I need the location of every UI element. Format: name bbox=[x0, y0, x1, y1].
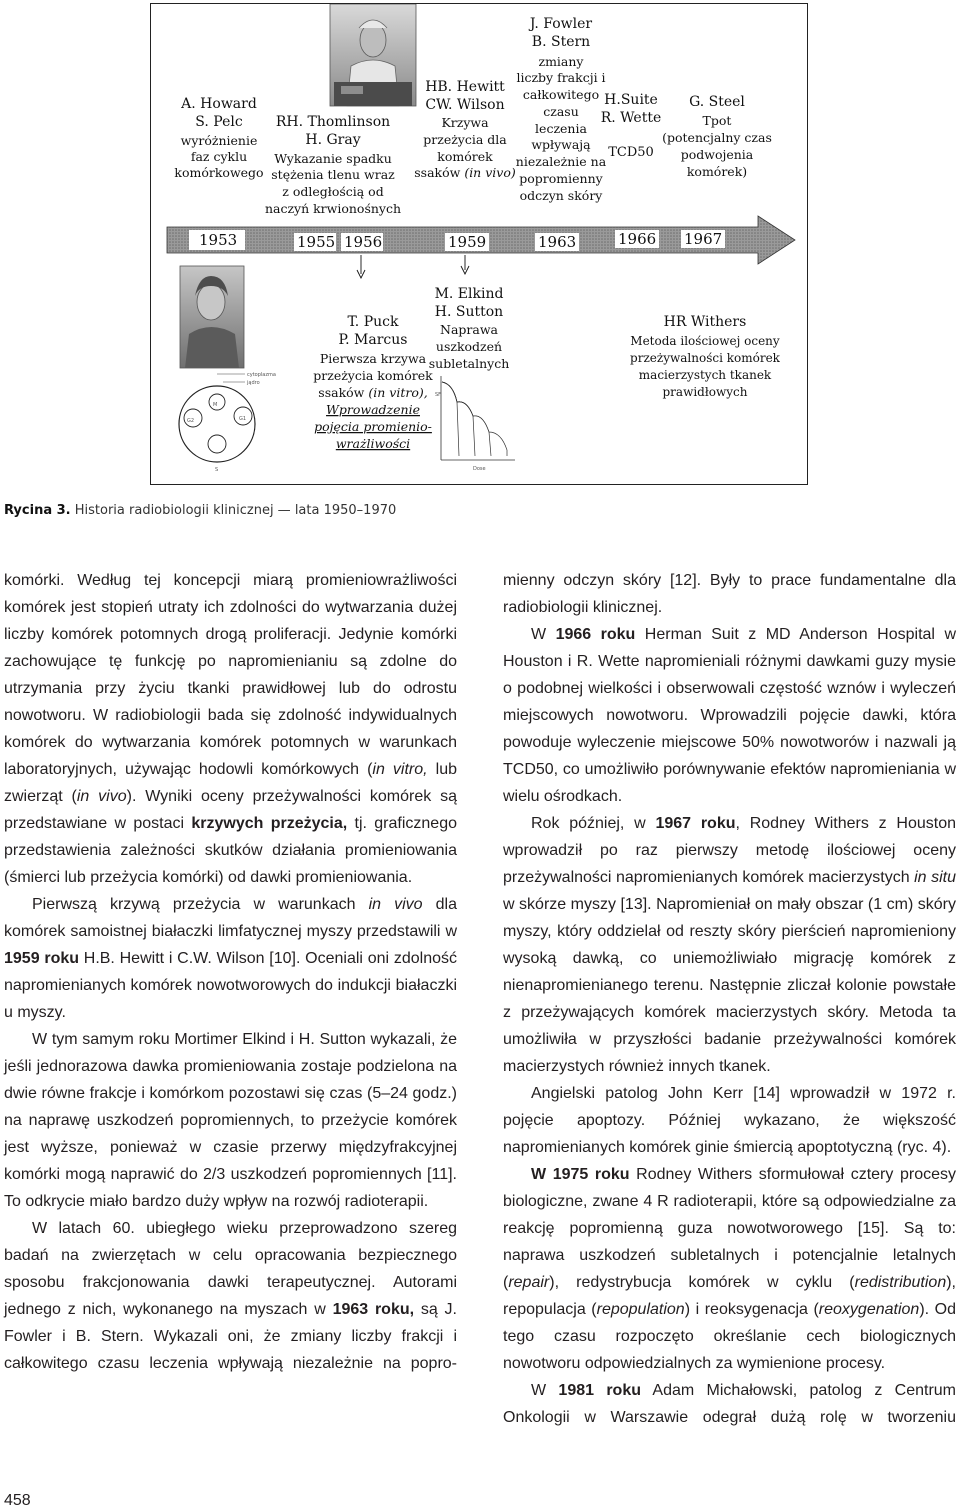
cycle-label-m: M bbox=[213, 402, 218, 408]
text-run: mienny odczyn skóry [12]. Były to prace fundamentalne dla radiobiologii klinicznej. bbox=[503, 572, 956, 616]
year-1955: 1955 bbox=[297, 233, 336, 251]
suite-name: H.Suite bbox=[604, 92, 658, 108]
italic-text: in vivo bbox=[76, 788, 127, 805]
wette-name: R. Wette bbox=[600, 110, 662, 126]
italic-text: in vitro, bbox=[372, 761, 428, 778]
paragraph bbox=[503, 621, 956, 810]
sutton-name: H. Sutton bbox=[434, 304, 504, 320]
text-run: W latach 60. ubiegłego wieku przeprowadzono szereg badań na zwierzętach w celu opracowania bezpiecznego sposobu frakcjonowania dawki terapeutycznej. Autorami jednego z nich, wykonanego na myszach w bbox=[4, 1220, 457, 1318]
thomlinson-desc-2: stężenia tlenu wraz bbox=[271, 167, 395, 182]
puck-desc-5: pojęcia promienio- bbox=[314, 419, 432, 434]
label-fowler-stern bbox=[516, 16, 607, 203]
photo-scientist-top bbox=[330, 4, 416, 106]
text-run: Herman Suit z MD Anderson Hospital w Houston i R. Wette napromieniali różnymi dawkami guzy mysie o podobnej wielkości i obserwowali częstość wznów i wyleczeń miejscowych nowotworu. Wprowadzili pojęcie dawki, która powoduje wyleczenie miejscowe 50% nowotworów i nazwali ją TCD50, co umożliwiło porównywanie efektów napromieniania w wielu ośrodkach. bbox=[503, 626, 956, 805]
text-run: W tym samym roku Mortimer Elkind i H. Sutton wykazali, że jeśli jednorazowa dawka promieniowania zostaje podzielona na dwie równe frakcje i komórkom pozostawi się czas (5–24 godz.) na naprawę uszkodzeń popromiennych, to przeżycie komórek jest wyższe, ponieważ w czasie przerwy międzyfrakcyjnej komórki mogą naprawić do 2/3 uszkodzeń popromiennych [11]. To odkrycie miało bardzo duży wpływ na rozwój radioterapii. bbox=[4, 1031, 457, 1210]
figure-timeline bbox=[150, 3, 808, 485]
fowler-desc-3: całkowitego bbox=[522, 87, 600, 102]
text-run: Pierwszą krzywą przeżycia w warunkach bbox=[32, 896, 369, 913]
thomlinson-desc-4: naczyń krwionośnych bbox=[264, 201, 402, 216]
fowler-desc-2: liczby frakcji i bbox=[516, 70, 606, 85]
text-run: są J. Fowler i B. Stern. Wykazali oni, że zmiany liczby frakcji i całkowitego czasu leczenia wpływają niezależnie na popro- bbox=[4, 1301, 457, 1372]
label-suite-wette bbox=[601, 92, 662, 160]
cell-cycle-diagram bbox=[179, 372, 276, 473]
text-run: komórki. Według tej koncepcji miarą promieniowrażliwości komórek jest stopień utraty ich zdolności do wytwarzania dużej liczby komórek potomnych drogą proliferacji. Jedynie komórki zachowujące tę funkcję po napromienianiu są zdolne do utrzymania przy życiu tkanki prawidłowej lub do odrostu nowotworu. W radiobiologii bada się zdolność indywidualnych komórek do wytwarzania komórek potomnych w warunkach laboratoryjnych, używając hodowli komórkowych ( bbox=[4, 572, 457, 778]
right-column bbox=[503, 567, 956, 1431]
steel-desc-1: Tpot bbox=[702, 113, 732, 128]
fowler-desc-6: wpływają bbox=[531, 137, 591, 152]
fowler-desc-4: czasu bbox=[543, 104, 579, 119]
puck-desc-3 bbox=[318, 385, 427, 400]
fowler-desc-8: popromienny bbox=[519, 171, 603, 186]
stern-name: B. Stern bbox=[531, 34, 591, 50]
italic-text: repair bbox=[508, 1274, 550, 1291]
elkind-desc-1: Naprawa bbox=[440, 322, 498, 337]
survival-curve-graph bbox=[435, 376, 515, 472]
text-run: ), repopulacja ( bbox=[503, 1274, 956, 1318]
fowler-desc-5: leczenia bbox=[535, 121, 587, 136]
italic-text: in vivo bbox=[368, 896, 423, 913]
gray-name: H. Gray bbox=[305, 132, 361, 148]
paragraph bbox=[503, 1080, 956, 1161]
year-1967: 1967 bbox=[684, 230, 723, 248]
pelc-name: S. Pelc bbox=[195, 114, 243, 130]
bold-text: W 1975 roku bbox=[531, 1166, 630, 1183]
caption-label: Rycina 3. bbox=[4, 503, 71, 518]
steel-desc-3: podwojenia bbox=[680, 147, 754, 162]
caption-text: Historia radiobiologii klinicznej — lata 1950–1970 bbox=[70, 503, 397, 518]
hewitt-desc-4a: ssaków bbox=[414, 165, 465, 180]
withers-desc-1: Metoda ilościowej oceny bbox=[630, 334, 780, 348]
bold-text: 1959 roku bbox=[4, 950, 80, 967]
text-run: dla komórek samoistnej białaczki limfatycznej myszy przedstawili w bbox=[4, 896, 458, 940]
italic-text: reoxygenation bbox=[818, 1301, 920, 1318]
italic-text: in situ bbox=[914, 869, 956, 886]
puck-desc-4: Wprowadzenie bbox=[326, 402, 420, 417]
howard-desc-1: wyróżnienie bbox=[180, 133, 258, 148]
cycle-label-cytoplasm: cytoplazma bbox=[247, 372, 276, 378]
paragraph bbox=[4, 1215, 457, 1377]
hewitt-name: HB. Hewitt bbox=[425, 79, 505, 95]
graph-y-label: SF bbox=[435, 392, 442, 398]
text-run: ), redystrybucja komórek w cyklu ( bbox=[549, 1274, 855, 1291]
puck-desc-3a: ssaków bbox=[318, 385, 369, 400]
paragraph bbox=[4, 1026, 457, 1215]
steel-desc-4: komórek) bbox=[686, 164, 748, 179]
year-1963: 1963 bbox=[538, 233, 577, 251]
fowler-desc-1: zmiany bbox=[538, 54, 584, 69]
paragraph bbox=[4, 567, 457, 891]
howard-desc-3: komórkowego bbox=[174, 165, 264, 180]
puck-desc-6: wrażliwości bbox=[335, 436, 411, 451]
cycle-label-g2: G2 bbox=[187, 418, 195, 424]
text-run: ). Od tego czasu rozpoczęto określanie cech biologicznych nowotworu odpowiedzialnych za wymienione procesy. bbox=[503, 1301, 956, 1372]
paragraph bbox=[503, 1161, 956, 1377]
text-run: w skórze myszy [13]. Napromieniał on mały obszar (1 cm) skóry myszy, który oddzielał od reszty skóry pierścień napromieniony wysoką dawką, co uniemożliwiało migrację komórek z nienapromienianego terenu. Następnie zliczał kolonie powstałe z przeżywających komórek macierzystych skóry. Metoda ta umożliwiła w przyszłości badanie przeżywalności komórek macierzystych również innych tkanek. bbox=[503, 896, 956, 1075]
bold-text: 1966 roku bbox=[555, 626, 636, 643]
label-withers bbox=[630, 314, 781, 399]
text-run: tj. graficznego przedstawienia zależności skutków działania promieniowania (śmierci lub przeżycia komórki) od dawki promieniowania. bbox=[4, 815, 457, 886]
bold-text: 1981 roku bbox=[558, 1382, 641, 1399]
text-run: Rok później, w bbox=[531, 815, 656, 832]
puck-name: T. Puck bbox=[347, 314, 399, 330]
paragraph bbox=[503, 810, 956, 1080]
puck-desc-1: Pierwsza krzywa bbox=[319, 351, 427, 366]
year-1966: 1966 bbox=[618, 230, 657, 248]
text-run: Adam Michałowski, patolog z Centrum Onkologii w Warszawie odegrał dużą rolę w tworzeniu bbox=[503, 1382, 957, 1426]
label-elkind-sutton bbox=[429, 286, 510, 371]
text-run: Rodney Withers sformułował cztery procesy biologiczne, zwane 4 R radioterapii, które są odpowiedzialne za reakcję popromienną guza nowotworowego [15]. Są to: naprawa uszkodzeń subletalnych i potencjalnie letalnych ( bbox=[503, 1166, 957, 1291]
cycle-label-g1: G1 bbox=[239, 416, 247, 422]
year-1953: 1953 bbox=[199, 231, 238, 249]
label-puck-marcus bbox=[313, 314, 433, 451]
label-howard-pelc bbox=[174, 96, 263, 180]
bold-text: krzywych przeżycia, bbox=[191, 815, 348, 832]
text-run: ). Wyniki oceny przeżywalności komórek są przedstawiane w postaci bbox=[4, 788, 457, 832]
bold-text: 1963 roku, bbox=[332, 1301, 415, 1318]
text-run: W bbox=[531, 1382, 559, 1399]
wilson-name: CW. Wilson bbox=[425, 97, 505, 113]
marcus-name: P. Marcus bbox=[338, 332, 408, 348]
graph-x-label: Dose bbox=[473, 466, 486, 472]
timeline-arrow bbox=[167, 216, 795, 264]
hewitt-desc-2: przeżycia dla bbox=[423, 132, 507, 147]
year-1956: 1956 bbox=[344, 233, 383, 251]
text-run: , Rodney Withers z Houston wprowadził po raz pierwszy metodę ilościowej oceny przeżywalności napromienianych komórek macierzystych bbox=[503, 815, 956, 886]
steel-desc-2: (potencjalny czas bbox=[662, 130, 772, 145]
hewitt-desc-4 bbox=[414, 165, 516, 180]
withers-desc-4: prawidłowych bbox=[662, 385, 748, 399]
fowler-name: J. Fowler bbox=[529, 16, 593, 32]
figure-caption bbox=[4, 503, 396, 518]
text-run: ) i reoksygenacja ( bbox=[684, 1301, 819, 1318]
hewitt-desc-3: komórek bbox=[437, 149, 493, 164]
thomlinson-desc-1: Wykazanie spadku bbox=[274, 151, 392, 166]
year-1959: 1959 bbox=[448, 233, 487, 251]
withers-name: HR Withers bbox=[663, 314, 747, 330]
cycle-label-nucleus: jądro bbox=[247, 380, 260, 386]
thomlinson-desc-3: z odległością od bbox=[282, 184, 384, 199]
paragraph bbox=[4, 891, 457, 1026]
howard-name: A. Howard bbox=[181, 96, 257, 112]
text-run: lub zwierząt ( bbox=[4, 761, 457, 805]
page-number: 458 bbox=[4, 1492, 31, 1509]
hewitt-desc-1: Krzywa bbox=[441, 115, 489, 130]
label-thomlinson-gray bbox=[265, 114, 401, 216]
withers-desc-3: macierzystych tkanek bbox=[638, 368, 772, 382]
steel-name: G. Steel bbox=[689, 94, 745, 110]
left-column bbox=[4, 567, 457, 1377]
paragraph bbox=[503, 567, 956, 621]
connector-arrows bbox=[357, 255, 469, 278]
elkind-desc-2: uszkodzeń bbox=[435, 339, 503, 354]
puck-desc-3b: (in vitro), bbox=[368, 385, 428, 400]
puck-desc-2: przeżycia komórek bbox=[313, 368, 433, 383]
photo-scientist-bottom bbox=[180, 266, 244, 368]
italic-text: redistribution bbox=[854, 1274, 947, 1291]
cycle-label-s: S bbox=[215, 467, 219, 473]
withers-desc-2: przeżywalności komórek bbox=[630, 351, 780, 365]
thomlinson-name: RH. Thomlinson bbox=[275, 114, 391, 130]
suite-desc: TCD50 bbox=[608, 145, 654, 160]
fowler-desc-7: niezależnie na bbox=[515, 154, 607, 169]
howard-desc-2: faz cyklu bbox=[190, 149, 248, 164]
text-run: H.B. Hewitt i C.W. Wilson [10]. Oceniali oni zdolność napromienianych komórek nowotworowych do indukcji białaczki u myszy. bbox=[4, 950, 457, 1021]
text-run: W bbox=[531, 626, 556, 643]
elkind-desc-3: subletalnych bbox=[428, 356, 510, 371]
bold-text: 1967 roku bbox=[655, 815, 736, 832]
label-steel bbox=[662, 94, 772, 179]
elkind-name: M. Elkind bbox=[434, 286, 504, 302]
fowler-desc-9: odczyn skóry bbox=[519, 188, 603, 203]
timeline-svg bbox=[151, 4, 809, 486]
text-run: Angielski patolog John Kerr [14] wprowadził w 1972 r. pojęcie apoptozy. Później wykazano, że większość napromienianych komórek ginie śmiercią apoptotyczną (ryc. 4). bbox=[503, 1085, 956, 1156]
hewitt-desc-4b: (in vivo) bbox=[464, 165, 516, 180]
italic-text: repopulation bbox=[596, 1301, 685, 1318]
label-hewitt-wilson bbox=[414, 79, 516, 180]
paragraph bbox=[503, 1377, 956, 1431]
